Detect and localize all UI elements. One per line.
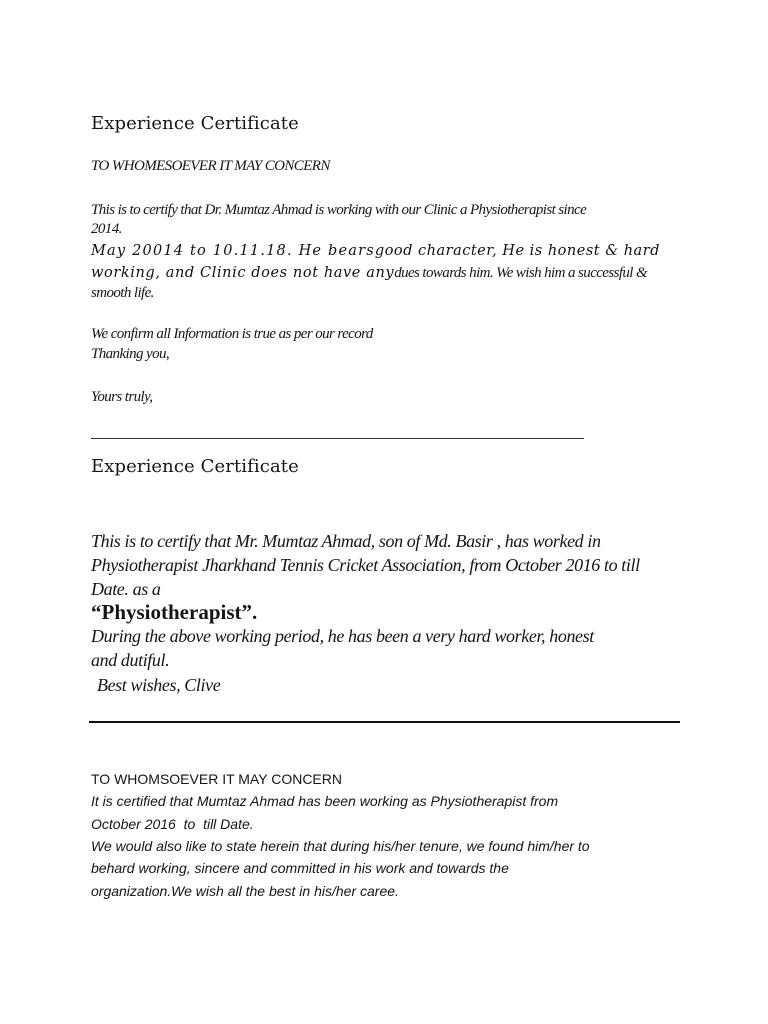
section3-line4: behard working, sincere and committed in his work and towards the: [91, 860, 509, 876]
section2-body-line3: Date. as a: [91, 579, 161, 599]
section2-role: “Physiotherapist”.: [91, 600, 258, 624]
section3-line1: It is certified that Mumtaz Ahmad has been working as Physiotherapist from: [91, 793, 559, 809]
section1-body-line5: smooth life.: [91, 285, 154, 301]
section1-thanking: Thanking you,: [91, 346, 170, 362]
section1-body-line2: 2014.: [91, 221, 122, 237]
section3-line5: organization.We wish all the best in his/her caree.: [91, 883, 399, 899]
section2-closing: Best wishes, Clive: [97, 675, 221, 695]
section3-line3: We would also like to state herein that during his/her tenure, we found him/her to: [91, 838, 590, 854]
section3-salutation: TO WHOMSOEVER IT MAY CONCERN: [91, 771, 342, 787]
section3-line2: October 2016 to till Date.: [91, 816, 254, 832]
section-divider: [89, 721, 680, 723]
section1-body-line4-prefix: working, and Clinic does not have any: [91, 265, 395, 281]
section1-closing: Yours truly,: [91, 389, 153, 405]
section1-title: Experience Certificate: [91, 113, 299, 134]
section1-body-line4-rest: dues towards him. We wish him a successful &: [394, 265, 648, 281]
section2-body-line5: and dutiful.: [91, 650, 170, 670]
section1-body-line1: This is to certify that Dr. Mumtaz Ahmad is working with our Clinic a Physiotherapist since: [91, 202, 587, 218]
section1-body-line3-prefix: May 20014 to 10.11.18. He bears: [91, 243, 375, 259]
section1-body-line3-rest: good character, He is honest & hard: [374, 243, 660, 259]
section1-body-line4: [91, 264, 647, 282]
section1-confirm: We confirm all Information is true as per our record: [91, 326, 373, 342]
section2-body-line2: Physiotherapist Jharkhand Tennis Cricket Association, from October 2016 to till: [91, 555, 640, 575]
signature-line: [91, 438, 584, 439]
section2-body-line4: During the above working period, he has been a very hard worker, honest: [91, 626, 594, 646]
section2-body-line1: This is to certify that Mr. Mumtaz Ahmad, son of Md. Basir , has worked in: [91, 531, 601, 551]
section1-body-line3: [91, 242, 660, 260]
section2-title: Experience Certificate: [91, 456, 299, 477]
section1-salutation: TO WHOMESOEVER IT MAY CONCERN: [91, 158, 330, 174]
